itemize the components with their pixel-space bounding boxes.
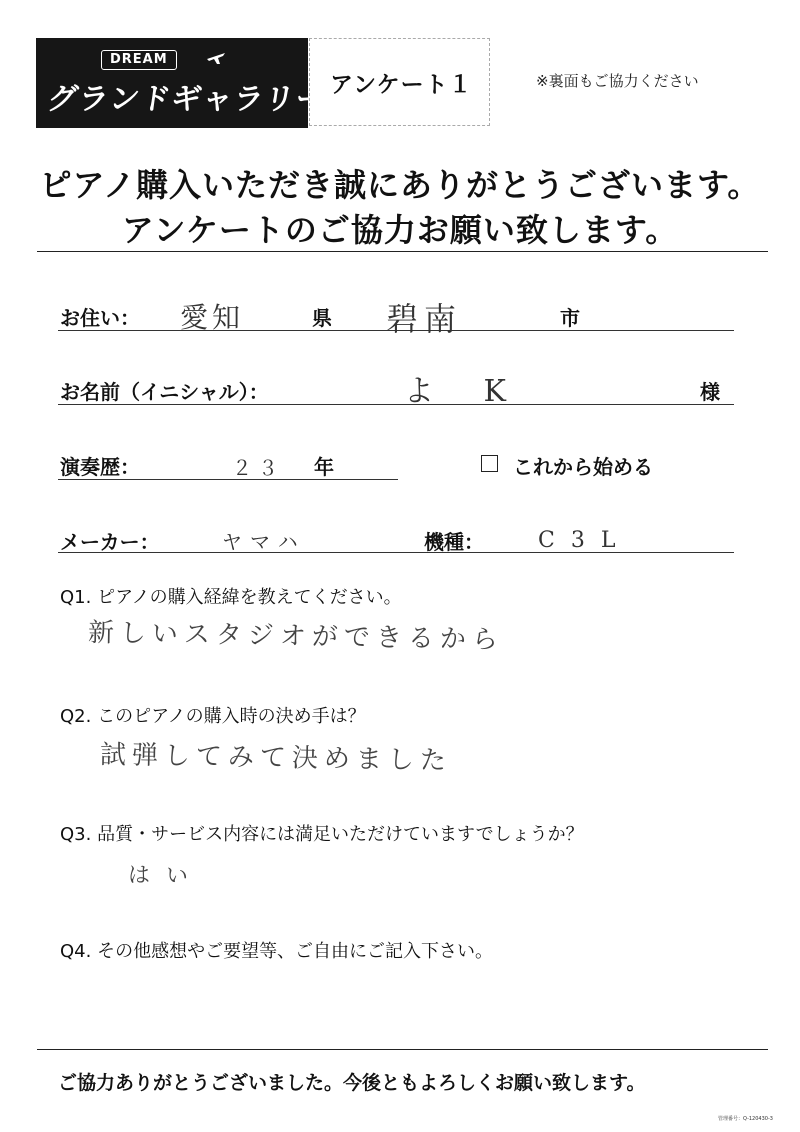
question-3: Q3. 品質・サービス内容には満足いただけていますでしょうか？ (60, 824, 584, 845)
prefecture-value: 愛知 (180, 301, 245, 334)
divider-bottom (37, 1049, 768, 1050)
reverse-side-note: ※裏面もご協力ください (536, 72, 699, 90)
address-underline (58, 330, 734, 331)
headline-line-1: ピアノ購入いただき誠にありがとうございます。 (39, 166, 761, 204)
city-value: 碧南 (386, 300, 463, 338)
maker-model-underline (58, 552, 734, 553)
maker-value: ヤマハ (222, 530, 306, 554)
answer-3: はい (127, 863, 205, 890)
brand-name: グランドギャラリー (45, 82, 329, 117)
experience-underline (58, 479, 398, 480)
divider-top (37, 251, 768, 252)
answer-2: 試弾してみて決めました (99, 740, 453, 777)
start-now-checkbox[interactable] (481, 455, 498, 472)
prefecture-unit: 県 (312, 306, 332, 330)
start-now-label: これから始める (513, 455, 653, 479)
name-underline (58, 404, 734, 405)
maker-label: メーカー： (60, 530, 160, 554)
question-1: Q1. ピアノの購入経緯を教えてください。 (60, 587, 402, 608)
question-4: Q4. その他感想やご要望等、ご自由にご記入下さい。 (60, 941, 494, 962)
management-number: 管理番号：Q-120430-3 (718, 1116, 773, 1122)
experience-label: 演奏歴： (60, 455, 140, 479)
footer-thanks: ご協力ありがとうございました。今後ともよろしくお願い致します。 (58, 1072, 646, 1094)
model-label: 機種： (424, 530, 484, 554)
experience-value: ２３ (232, 456, 284, 480)
logo-badge: DREAM (101, 50, 177, 70)
honorific: 様 (700, 380, 720, 404)
survey-title: アンケート１ (330, 72, 473, 98)
city-unit: 市 (560, 306, 580, 330)
answer-1: 新しいスタジオができるから (87, 618, 505, 656)
name-label: お名前（イニシャル）： (60, 380, 269, 404)
airplane-icon (206, 50, 226, 66)
name-value: よ K (404, 374, 526, 409)
headline-line-2: アンケートのご協力お願い致します。 (121, 211, 679, 249)
experience-unit: 年 (314, 455, 334, 479)
address-label: お住い： (60, 306, 140, 330)
model-value: C3L (538, 528, 632, 553)
question-2: Q2. このピアノの購入時の決め手は？ (60, 706, 366, 727)
